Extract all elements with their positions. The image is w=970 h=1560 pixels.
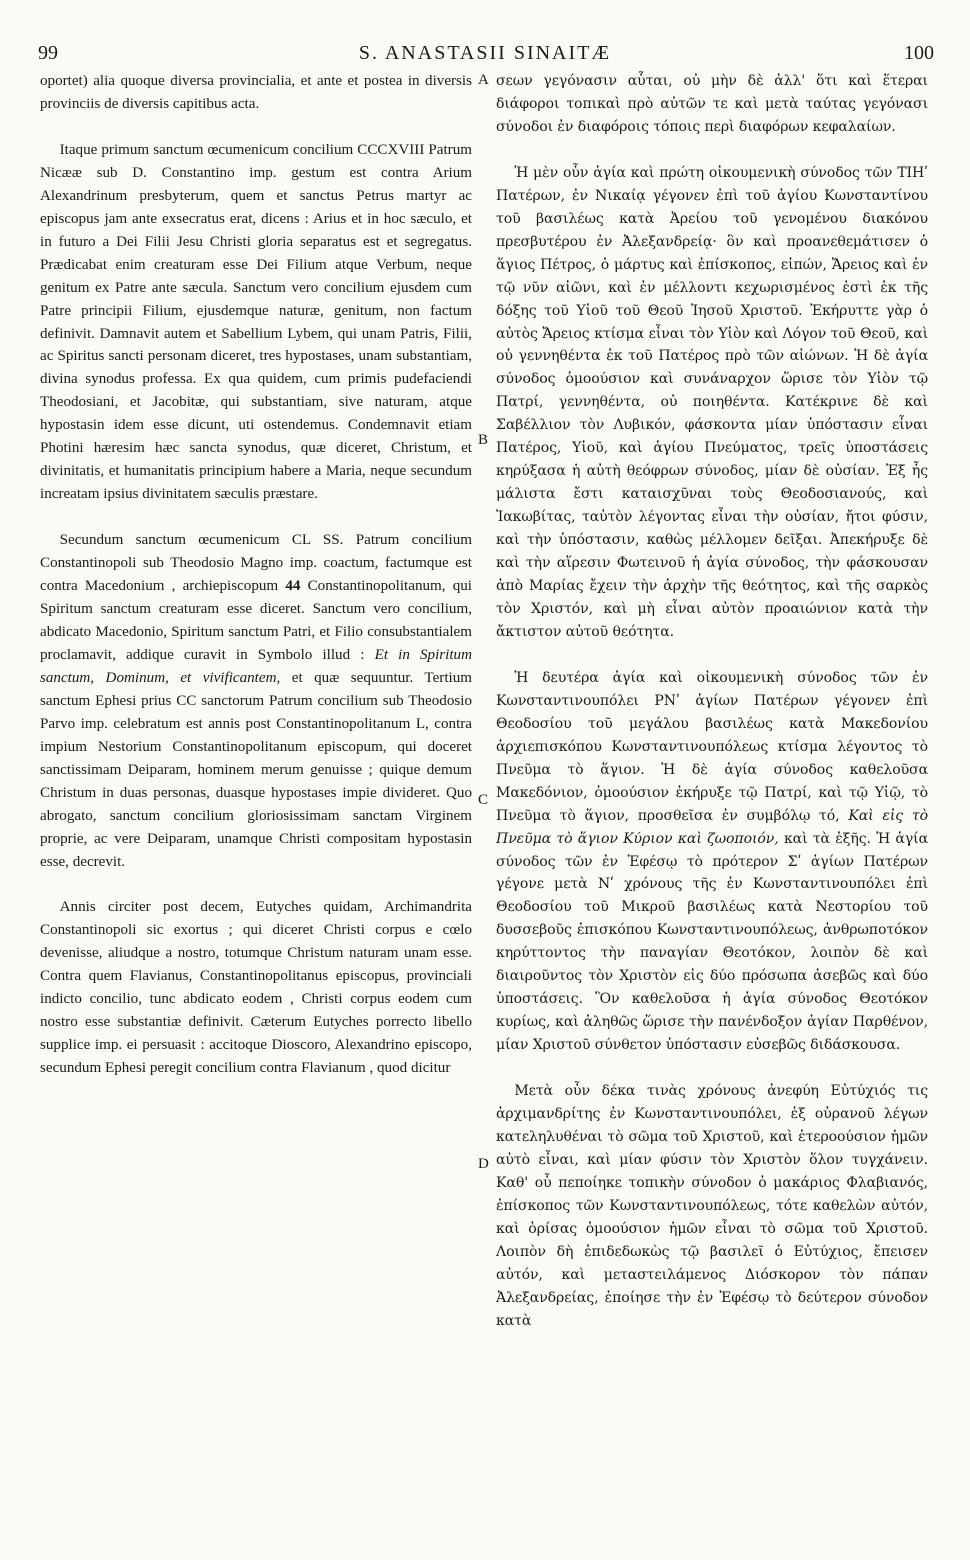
margin-marker-c: C [478,792,489,808]
margin-marker-b: B [478,432,489,448]
page-number-left: 99 [38,42,58,64]
greek-paragraph-3 [496,667,928,1057]
greek-creed-quote: Καὶ εἰς τὸ Πνεῦμα τὸ ἅγιον Κύριον καὶ ζωοποιόν, [496,807,928,847]
signature-mark: 44 [285,578,301,595]
latin-paragraph-3d: et quæ sequuntur. Tertium sanctum Ephesi prius CC sanctorum Patrum concilium sub Theodosio Parvo imp. celebratum est annis post Constantinopolitanum L, contra impium Nestorium Constantinopolitanum episcopum, qui doceret sanctissimam Deiparam, hominem merum genuisse ; quique demum Christum in duas personas, duasque hypostases impie divideret. Quo abrogato, sanctum concilium gloriosissimam sanctam Virginem proprie, ac vere Deiparam, unamque Christi compositam hypostasin esse, decrevit. [40,669,473,870]
page-number-right: 100 [904,42,934,64]
running-title: S. ANASTASII SINAITÆ [358,42,612,64]
greek-paragraph-2: Ἡ μὲν οὖν ἁγία καὶ πρώτη οἰκουμενικὴ σύνοδος τῶν ΤΙΗʹ Πατέρων, ἐν Νικαίᾳ γέγονεν ἐπὶ τοῦ ἁγίου Κωνσταντίνου τοῦ βασιλέως κατὰ Ἀρείου τοῦ γενομένου διακόνου πρεσβυτέρου ἐν Ἀλεξανδρείᾳ· ὃν καὶ προανεθεμάτισεν ὁ ἅγιος Πέτρος, ὁ μάρτυς καὶ ἐπίσκοπος, εἰπών, Ἄρειος καὶ ἐν τῷ νῦν αἰῶνι, καὶ ἐν μέλλοντι κεχωρισμένος ἐστὶ ἐκ τῆς δόξης τοῦ Υἱοῦ τοῦ Θεοῦ Ἰησοῦ Χριστοῦ. Ἐκήρυττε γὰρ ὁ αὐτὸς Ἄρειος κτίσμα εἶναι τὸν Υἱὸν καὶ Λόγον τοῦ Θεοῦ, καὶ οὐ γεννηθέντα ἐκ τοῦ Πατέρος πρὸ τῶν αἰώνων. Ἡ δὲ ἁγία σύνοδος ὁμοούσιον καὶ συνάναρχον ὥρισε τὸν Υἱὸν τῷ Πατρί, γεννηθέντα, οὐ ποιηθέντα. Κατέκρινε δὲ καὶ Σαβέλλιον τὸν Λυβικόν, φάσκοντα μίαν ὑπόστασιν εἶναι Πατέρος, Υἱοῦ, καὶ ἁγίου Πνεύματος, τρεῖς ὑποστάσεις κηρύξασα ἡ αὐτὴ θεόφρων σύνοδος, μίαν δὲ οὐσίαν. Ἐξ ἧς μάλιστα ἔστι καταισχῦναι τοὺς Θεοδοσιανούς, καὶ Ἰακωβίτας, ταὐτὸν λέγοντας εἶναι τὴν οὐσίαν, ἤτοι φύσιν, καὶ τὴν ὑπόστασιν, καθὼς μέλλομεν δεῖξαι. Ἀπεκήρυξε δὲ καὶ τὴν αἵρεσιν Φωτεινοῦ ἡ ἁγία σύνοδος, τὴν φάσκουσαν ἀπὸ Μαρίας ἔχειν τὴν ἀρχὴν τῆς θεότητος, καὶ τῆς σαρκὸς τὸν Χριστόν, καὶ μὴ εἶναι αὐτὸν προαιώνιον κατὰ τὴν ἄκτιστον αὐτοῦ θεότητα. [496,164,928,640]
greek-paragraph-3c: καὶ τὰ ἑξῆς. Ἡ ἁγία σύνοδος τῶν ἐν Ἐφέσῳ τὸ πρότερον Σʹ ἁγίων Πατέρων γέγονε μετὰ Νʹ χρόνους τῆς ἐν Κωνσταντινουπόλει ἐπὶ Θεοδοσίου τοῦ Μικροῦ βασιλέως κατὰ Νεστορίου τοῦ δυσσεβοῦς ἐπισκόπου Κωνσταντινουπόλεως, ἀνθρωποτόκον κηρύττοντος τὴν παναγίαν Θεοτόκον, λοιπὸν δὲ καὶ διαιροῦντος τὸν Χριστὸν εἰς δύο πρόσωπα ἀσεβῶς καὶ δύο ὑποστάσεις. Ὃν καθελοῦσα ἡ ἁγία σύνοδος Θεοτόκον κυρίως, καὶ ἀληθῶς ὥρισε τὴν πανένδοξον ἁγίαν Παρθένον, μίαν Χριστοῦ σύνθετον ὑπόστασιν εὐσεβῶς διδάσκουσα. [496,830,928,1054]
greek-paragraph-1: σεων γεγόνασιν αὗται, οὐ μὴν δὲ ἀλλ' ὅτι καὶ ἕτεραι διάφοροι τοπικαὶ πρὸ αὐτῶν τε καὶ μετὰ ταύτας γεγόνασι σύνοδοι ἐν διαφόροις τόποις περὶ διαφόρων κεφαλαίων. [496,73,928,135]
latin-creed-quote: Et in Spiritum sanctum, Dominum, et vivificantem, [40,646,473,686]
greek-paragraph-4: Μετὰ οὖν δέκα τινὰς χρόνους ἀνεφύη Εὐτύχιός τις ἀρχιμανδρίτης ἐν Κωνσταντινουπόλει, ἐξ οὐρανοῦ λέγων κατεληλυθέναι τὸ σῶμα τοῦ Χριστοῦ, καὶ ἑτεροούσιον ἡμῶν αὐτὸ εἶναι, καὶ μίαν φύσιν τὸν Χριστὸν ὅλον τυγχάνειν. Καθ' οὗ πεποίηκε τοπικὴν σύνοδον ὁ μακάριος Φλαβιανός, ἐπίσκοπος τῶν Κωνσταντινουπόλεως, τότε καθελὼν αὐτόν, καὶ ὁρίσας ὁμοούσιον ἡμῶν εἶναι τὸ σῶμα τοῦ Χριστοῦ. Λοιπὸν δὴ ἐπιδεδωκὼς τῷ βασιλεῖ ὁ Εὐτύχιος, ἔπεισεν αὐτόν, καὶ μεταστειλάμενος Διόσκορον τὸν πάπαν Ἀλεξανδρείας, ἐποίησε τὴν ἐν Ἐφέσῳ τὸ δεύτερον σύνοδον κατὰ [496,1083,928,1329]
latin-paragraph-3 [40,529,472,873]
running-header [0,38,970,74]
greek-paragraph-3a: Ἡ δευτέρα ἁγία καὶ οἰκουμενικὴ σύνοδος τῶν ἐν Κωνσταντινουπόλει ΡΝʹ ἁγίων Πατέρων γέγονεν ἐπὶ Θεοδοσίου τοῦ μεγάλου βασιλέως κατὰ Μακεδονίου ἀρχιεπισκόπου Κωνσταντινουπόλεως κτίσμα λέγοντος τὸ Πνεῦμα τὸ ἅγιον. Ἡ δὲ ἁγία σύνοδος καθελοῦσα Μακεδόνιον, ὁμοούσιον ἐκήρυξε τῷ Πατρί, καὶ τῷ Υἱῷ, τὸ Πνεῦμα τὸ ἅγιον, προσθεῖσα ἐν συμβόλῳ τό, [496,669,928,824]
margin-marker-a: A [478,72,489,88]
latin-paragraph-1: oportet) alia quoque diversa provincialia, et ante et postea in diversis provinciis de diversis capitibus acta. [40,73,472,112]
margin-marker-d: D [478,1156,489,1172]
latin-paragraph-4: Annis circiter post decem, Eutyches quidam, Archimandrita Constantinopoli sic exortus ; qui diceret Christi corpus e cœlo devenisse, aliudque a nostro, totumque Christum naturam unam esse. Contra quem Flavianus, Constantinopolitanus episcopus, provinciali indicto concilio, tunc abdicato eodem , Christi corpus eodem cum nostro esse substantiæ definivit. Cæterum Eutyches porrecto libello supplice imp. ei persuasit : accitoque Dioscoro, Alexandrino episcopo, secundum Ephesi peregit concilium contra Flavianum , quod dicitur [40,899,472,1077]
latin-paragraph-2: Itaque primum sanctum œcumenicum concilium CCCXVIII Patrum Nicææ sub D. Constantino imp. gestum est contra Arium Alexandrinum presbyterum, quem et sanctus Petrus martyr ac episcopus jam ante exsecratus erat, dicens : Arius et in hoc sæculo, et in futuro a Dei Filii Jesu Christi gloria separatus est et segregatus. Prædicabat enim creaturam esse Dei Filium atque Verbum, neque genitum ex Patre ante sæcula. Sanctum vero concilium ejusdem cum Patre principii Filium, ejusdemque naturæ, genitum, non factum definivit. Damnavit autem et Sabellium Lybem, qui unam Patris, Filii, ac Spiritus sancti personam diceret, tres hypostases, unam substantiam, divina synodus professa. Ex qua quidem, cum primis pudefaciendi Theodosiani, et Jacobitæ, qui substantiam, sive naturam, atque hypostasin idem esse dicunt, uti ostendemus. Condemnavit etiam Photini hæresim hæc sancta synodus, quæ diceret, Christum, et divinitatis, et humanitatis principium habere a Maria, neque secundum increatam ipsius divinitatem sæculis præstare. [40,141,472,503]
latin-paragraph-3a: Secundum sanctum œcumenicum CL SS. Patrum concilium Constantinopoli sub Theodosio Magno imp. coactum, factumque est contra Macedonium , archiepiscopum [40,532,472,595]
greek-column [496,70,928,1333]
latin-column [40,70,472,1080]
latin-paragraph-3b: Constantinopolitanum, qui Spiritum sanctum creaturam esse diceret. Sanctum vero concilium, abdicato Macedonio, Spiritum sanctum Patri, et Filio consubstantialem proclamavit, addique curavit in Symbolo illud : [40,578,472,663]
